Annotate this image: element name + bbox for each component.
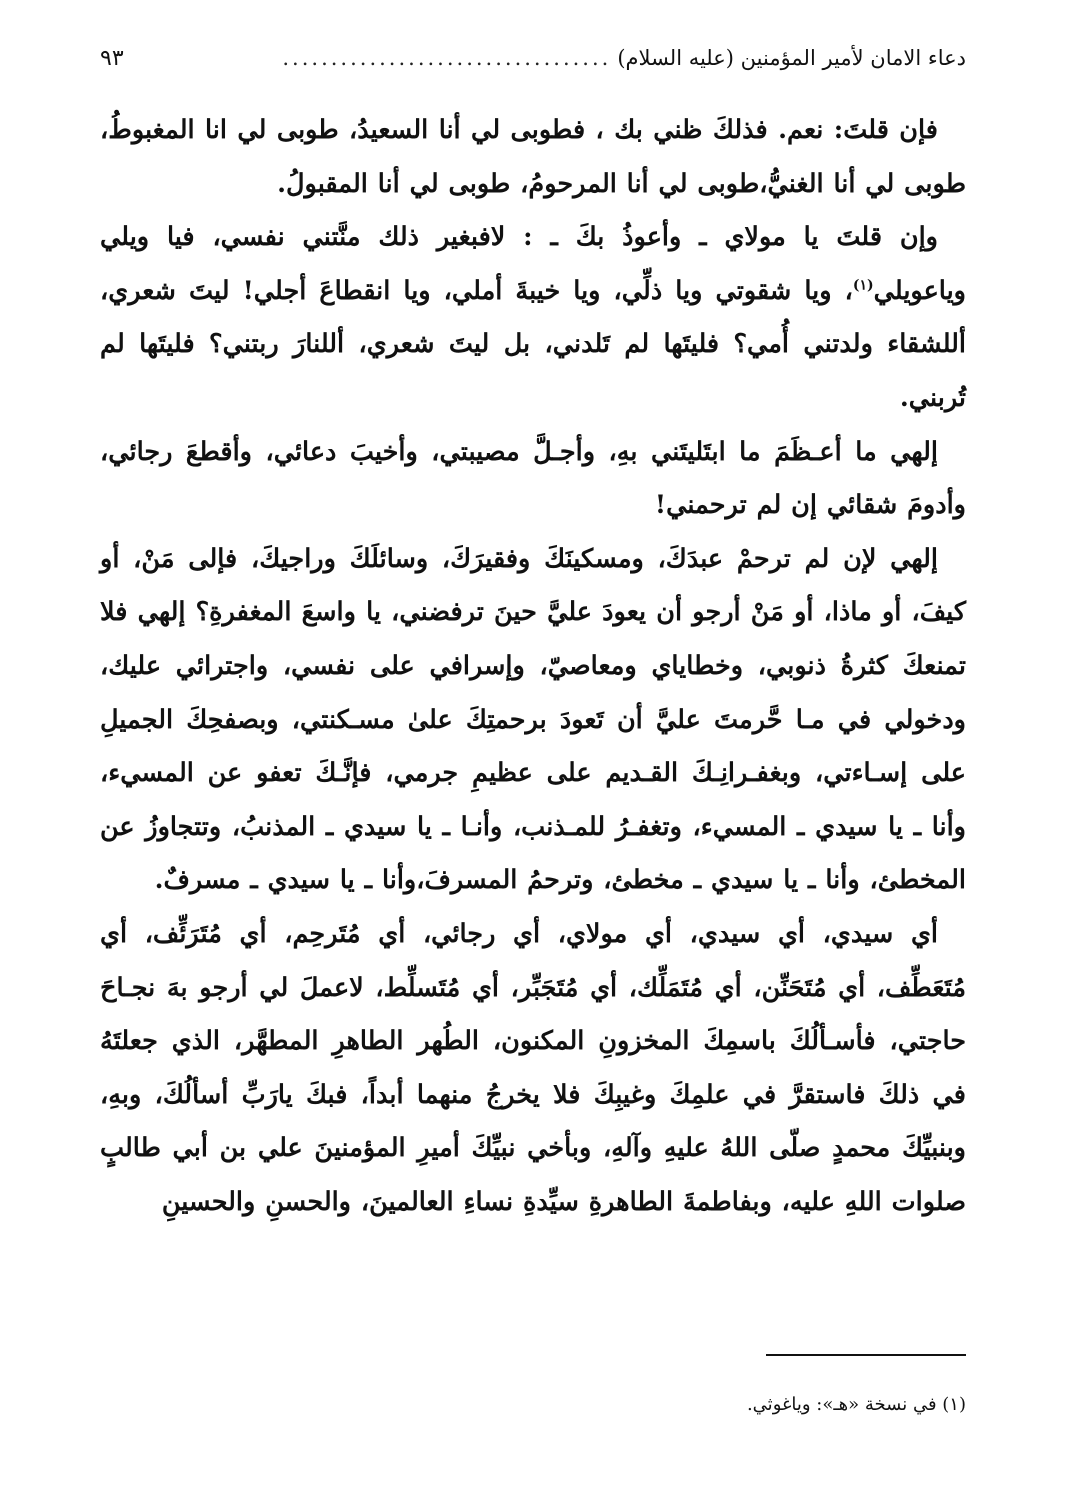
paragraph-2-part-b: ، ويا شقوتي ويا ذلِّي، ويا خيبةَ أملي، ويا انقطاعَ أجلي! ليتَ شعري، أللشقاء ولدتني أُمي؟ فليتَها لم تَلدني، بل ليتَ شعري، أللنارَ ربتني؟ فليتَها لم تُربني. bbox=[100, 275, 966, 413]
paragraph-5: أي سيدي، أي سيدي، أي مولاي، أي رجائي، أي مُتَرحِم، أي مُتَرَئِّف، أي مُتَعَطِّف، أي مُتَحَنِّن، أي مُتَمَلِّك، أي مُتَجَبِّر، أي مُتَسلِّط، لاعملَ لي أرجو بهَ نجـاحَ حاجتي، فأسـألُكَ باسمِكَ المخزونِ المكنون، الطُهر الطاهرِ المطهَّر، الذي جعلتَهُ في ذلكَ فاستقرَّ في علمِكَ وغيبِكَ فلا يخرجُ منهما أبداً، فبكَ يارَبِّ أسألُكَ، وبهِ، وبنبيِّكَ محمدٍ صلّى اللهُ عليهِ وآلهِ، وبأخي نبيِّكَ أميرِ المؤمنينَ علي بن أبي طالبٍ صلوات اللهِ عليه، وبفاطمةَ الطاهرةِ سيِّدةِ نساءِ العالمينَ، والحسنِ والحسينِ bbox=[100, 918, 966, 1217]
paragraph-3: إلهي ما أعـظَمَ ما ابتَليتَني بهِ، وأجـلَّ مصيبتي، وأخيبَ دعائي، وأقطعَ رجائي، وأدومَ شقائي إن لم ترحمني! bbox=[100, 436, 966, 521]
paragraph-1: فإن قلتَ: نعم. فذلكَ ظني بك ، فطوبى لي أنا السعيدُ، طوبى لي انا المغبوطُ، طوبى لي أنا الغنيُّ،طوبى لي أنا المرحومُ، طوبى لي أنا المقبولُ. bbox=[100, 115, 966, 199]
footnote-rule-line bbox=[766, 1354, 966, 1356]
running-head-title: دعاء الامان لأمير المؤمنين (عليه السلام) bbox=[617, 46, 966, 70]
paragraph-2-part-a: وإن قلتَ يا مولاي ـ وأعوذُ بكَ ـ : لافبغير ذلك منَّتني نفسي، فيا ويلي وياعويلي bbox=[100, 222, 966, 306]
paragraph-4: إلهي لإن لم ترحمْ عبدَكَ، ومسكينَكَ وفقيرَكَ، وسائلَكَ وراجيكَ، فإلى مَنْ، أو كيفَ، أو ماذا، أو مَنْ أرجو أن يعودَ عليَّ حينَ ترفضني، يا واسعَ المغفرةِ؟ إلهي فلا تمنعكَ كثرةُ ذنوبي، وخطاياي ومعاصيّ، وإسرافي على نفسي، واجترائي عليك، ودخولي في مـا حَّرمتَ عليَّ أن تَعودَ برحمتِكَ علىٰ مسـكنتي، وبصفحِكَ الجميلِ على إسـاءتي، وبغفـرانِـكَ القـديم على عظيمِ جرمي، فإنَّـكَ تعفو عن المسيء، وأنا ـ يا سيدي ـ المسيء، وتغفـرُ للمـذنب، وأنـا ـ يا سيدي ـ المذنبُ، وتتجاوزُ عن المخطئ، وأنا ـ يا سيدي ـ مخطئ، وترحمُ المسرفَ،وأنا ـ يا سيدي ـ مسرفٌ. bbox=[100, 543, 966, 896]
footnote-reference[interactable]: (١) bbox=[852, 277, 874, 294]
footnote: (١) في نسخة «هـ»: وياغوثي. bbox=[746, 1394, 966, 1415]
book-page bbox=[100, 36, 966, 1476]
paragraph-2 bbox=[100, 211, 966, 425]
running-head-leader-dots: .................................. bbox=[282, 46, 612, 70]
page-number: ٩٣ bbox=[100, 46, 124, 71]
body-text bbox=[100, 104, 966, 1229]
running-head bbox=[100, 36, 966, 80]
